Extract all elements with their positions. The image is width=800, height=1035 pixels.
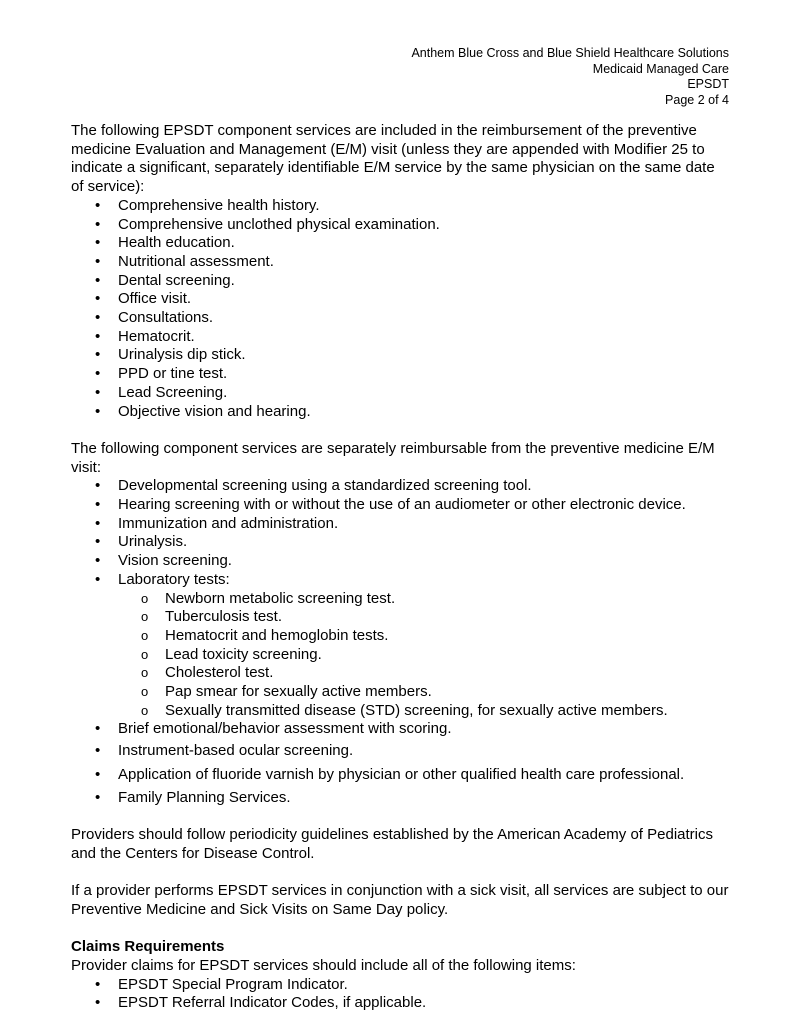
list-item: • Consultations.	[95, 309, 214, 327]
spacer	[71, 919, 731, 938]
sublist-item: o Tuberculosis test.	[141, 608, 282, 626]
bullet-icon: •	[95, 327, 101, 345]
list-item: • Urinalysis.	[95, 533, 188, 551]
claims-requirements-heading: Claims Requirements	[71, 938, 225, 956]
sublist-item: o Pap smear for sexually active members.	[141, 683, 432, 701]
bullet-icon: •	[95, 252, 101, 270]
circle-bullet-icon: o	[141, 590, 149, 606]
bullet-icon: •	[95, 402, 101, 420]
list-item: • Immunization and administration.	[95, 514, 339, 532]
bullet-icon: •	[95, 346, 101, 364]
circle-bullet-icon: o	[141, 609, 149, 625]
document-body	[71, 122, 731, 1013]
bullet-icon: •	[95, 975, 101, 993]
bullet-icon: •	[95, 365, 101, 383]
list-item: • Comprehensive unclothed physical examination.	[95, 215, 440, 233]
bullet-icon: •	[95, 290, 101, 308]
sublist-item: o Hematocrit and hemoglobin tests.	[141, 626, 389, 644]
bullet-icon: •	[95, 477, 101, 495]
bullet-icon: •	[95, 496, 101, 514]
bullet-icon: •	[95, 215, 101, 233]
sublist-item: o Sexually transmitted disease (STD) screening, for sexually active members.	[141, 701, 668, 719]
included-services-list	[71, 197, 731, 421]
page-header	[411, 46, 729, 108]
list-item: • Application of fluoride varnish by physician or other qualified health care professional.	[95, 765, 685, 783]
list-item: • Hematocrit.	[95, 327, 195, 345]
list-item: • Dental screening.	[95, 271, 235, 289]
bullet-icon: •	[95, 552, 101, 570]
spacer	[71, 421, 731, 440]
circle-bullet-icon: o	[141, 665, 149, 681]
list-item: • Health education.	[95, 234, 235, 252]
header-organization: Anthem Blue Cross and Blue Shield Healthcare Solutions	[411, 46, 729, 60]
list-item: • Instrument-based ocular screening.	[95, 742, 354, 760]
bullet-icon: •	[95, 196, 101, 214]
header-page-number: Page 2 of 4	[665, 92, 729, 107]
bullet-icon: •	[95, 271, 101, 289]
circle-bullet-icon: o	[141, 702, 149, 718]
bullet-icon: •	[95, 570, 101, 588]
list-item: • EPSDT Special Program Indicator.	[95, 975, 348, 993]
bullet-icon: •	[95, 742, 101, 760]
header-program: Medicaid Managed Care	[592, 61, 729, 76]
bullet-icon: •	[95, 533, 101, 551]
header-policy-name: EPSDT	[687, 77, 729, 91]
laboratory-tests-sublist	[118, 590, 731, 721]
periodicity-paragraph: Providers should follow periodicity guidelines established by the American Academy of Pediatrics and the Centers for Disease Control.	[71, 825, 714, 862]
claims-items-list	[71, 976, 731, 1013]
bullet-icon: •	[95, 514, 101, 532]
list-item: • Brief emotional/behavior assessment with scoring.	[95, 720, 452, 738]
section1-intro: The following EPSDT component services are included in the reimbursement of the preventive medicine Evaluation and Management (E/M) visit (unless they are appended with Modifier 25 to indicate a significant, separately identifiable E/M service by the same physician on the same date of service):	[71, 122, 715, 196]
list-item: • Objective vision and hearing.	[95, 402, 311, 420]
circle-bullet-icon: o	[141, 684, 149, 700]
list-item: • Laboratory tests: o Newborn metabolic screening test. o Tuberculosis test. o Hematocrit and hemoglobin tests. o Lead toxicity screening. o Cholesterol test. o Pap smear for sexually active members. o Sexually transmitted disease (STD) screening, for sexually active members.	[71, 571, 731, 721]
claims-intro: Provider claims for EPSDT services should include all of the following items:	[71, 956, 576, 974]
sublist-item: o Newborn metabolic screening test.	[141, 589, 396, 607]
sublist-item: o Cholesterol test.	[141, 664, 274, 682]
list-item: • Developmental screening using a standardized screening tool.	[95, 477, 532, 495]
list-item: • Nutritional assessment.	[95, 252, 274, 270]
list-item: • Comprehensive health history.	[95, 196, 320, 214]
bullet-icon: •	[95, 309, 101, 327]
bullet-icon: •	[95, 788, 101, 806]
bullet-icon: •	[95, 765, 101, 783]
bullet-icon: •	[95, 234, 101, 252]
bullet-icon: •	[95, 994, 101, 1012]
list-item: • Family Planning Services.	[95, 788, 291, 806]
sick-visit-paragraph: If a provider performs EPSDT services in conjunction with a sick visit, all services are subject to our Preventive Medicine and Sick Visits on Same Day policy.	[71, 882, 729, 918]
bullet-icon: •	[95, 383, 101, 401]
list-item: • PPD or tine test.	[95, 365, 228, 383]
list-item: • Urinalysis dip stick.	[95, 346, 246, 364]
circle-bullet-icon: o	[141, 646, 149, 662]
circle-bullet-icon: o	[141, 627, 149, 643]
separately-reimbursable-list	[71, 477, 731, 807]
sublist-item: o Lead toxicity screening.	[141, 645, 322, 663]
list-item: • Hearing screening with or without the use of an audiometer or other electronic device.	[95, 496, 686, 514]
list-item: • Vision screening.	[95, 552, 232, 570]
list-item: • Lead Screening.	[95, 383, 228, 401]
spacer	[71, 807, 731, 826]
list-item: • Office visit.	[95, 290, 192, 308]
section2-intro: The following component services are separately reimbursable from the preventive medicine E/M visit:	[71, 439, 715, 476]
bullet-icon: •	[95, 720, 101, 738]
spacer	[71, 863, 731, 882]
list-item: • EPSDT Referral Indicator Codes, if applicable.	[95, 994, 427, 1012]
